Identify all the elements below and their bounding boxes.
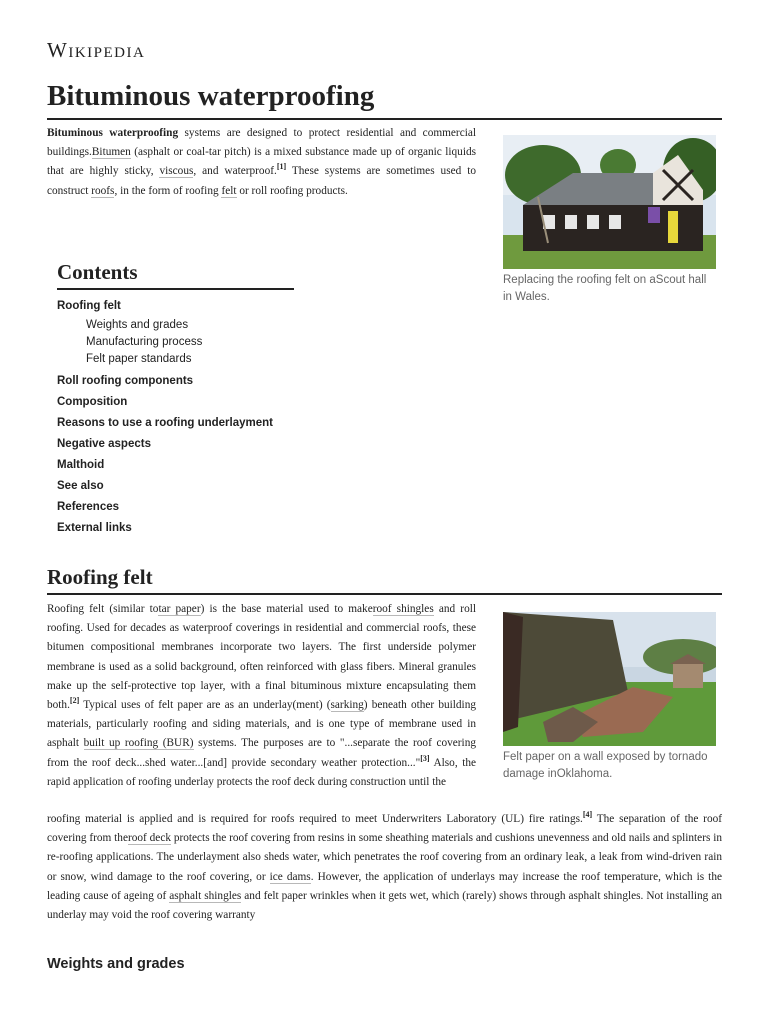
link-viscous[interactable]: viscous: [159, 165, 194, 178]
scout-hall-photo[interactable]: [503, 135, 716, 269]
figure-caption: Felt paper on a wall exposed by tornado damage inOklahoma.: [503, 751, 708, 780]
reference-2[interactable]: [2]: [69, 696, 80, 706]
paragraph-text: Also, the rapid application of roofing underlay protects the roof deck during construction until the: [47, 756, 476, 788]
link-roof-deck[interactable]: roof deck: [127, 832, 171, 845]
paragraph-text: The separation of the roof covering from the: [47, 813, 723, 845]
intro-text: systems are designed to protect residential and commercial buildings.: [47, 127, 476, 159]
toc-item[interactable]: External links: [57, 522, 132, 534]
intro-text: , in the form of roofing: [114, 184, 222, 197]
roofing-felt-paragraph-continued: [47, 810, 722, 925]
paragraph-text: and felt paper wrinkles when it gets wet, which (rarely) shows through asphalt shingles. Not installing an underlay may void the roof covering warranty: [47, 889, 722, 922]
toc-item[interactable]: Roofing felt: [57, 300, 121, 312]
section-heading: Roofing felt: [47, 563, 722, 595]
intro-text: , and waterproof.: [193, 165, 277, 178]
toc-item[interactable]: Reasons to use a roofing underlayment: [57, 417, 273, 429]
paragraph-text: protects the roof covering from resins in some sheathing materials and cushions unevenness and old nails and splinters in re-roofing applications. The underlayment also sheds water, which penetrates the roof covering from an ordinary leak, a leak from wind-driven rain or snow, wind damage to the roof covering, or: [47, 832, 722, 883]
intro-text: (asphalt or coal-tar pitch) is a mixed substance made up of organic liquids that are highly sticky,: [47, 146, 476, 178]
toc-item[interactable]: See also: [57, 480, 104, 492]
intro-term: Bituminous waterproofing: [47, 127, 179, 139]
toc-item[interactable]: Roll roofing components: [57, 375, 194, 387]
link-ice-dams[interactable]: ice dams: [269, 870, 311, 883]
scout-hall-image: [503, 135, 716, 269]
intro-paragraph: [47, 124, 476, 201]
link-asphalt-shingles[interactable]: asphalt shingles: [169, 889, 242, 902]
paragraph-text: Roofing felt (similar to: [47, 603, 159, 615]
paragraph-text: . However, the application of underlays may increase the roof temperature, which is the leading cause of ageing of: [47, 870, 722, 902]
intro-text: These systems are sometimes used to construct: [47, 165, 476, 197]
roofing-felt-paragraph: [47, 600, 476, 792]
toc-item[interactable]: References: [57, 501, 120, 513]
figure-scout-hall: [503, 135, 716, 306]
link-sarking[interactable]: sarking: [330, 699, 364, 712]
reference-4[interactable]: [4]: [582, 810, 593, 820]
table-of-contents: [57, 258, 297, 539]
link-roof-shingles[interactable]: roof shingles: [372, 603, 434, 615]
paragraph-text: ) beneath other building materials, particularly roofing and siding materials, and is one type of membrane used in asphalt: [47, 699, 476, 750]
subsection-heading: Weights and grades: [47, 956, 185, 972]
link-bitumen[interactable]: Bitumen: [91, 146, 131, 159]
toc-subitem[interactable]: Weights and grades: [86, 319, 189, 331]
paragraph-text: systems. The purposes are to "...separate the roof covering from the roof deck...shed water...[and] provide secondary weather protection...": [47, 737, 476, 769]
link-felt[interactable]: felt: [221, 184, 237, 197]
toc-heading: Contents: [57, 258, 294, 290]
link-built-up-roofing[interactable]: built up roofing (BUR): [83, 737, 194, 750]
link-roofs[interactable]: roofs: [91, 184, 115, 197]
paragraph-text: Typical uses of felt paper are as an underlay(ment) (: [79, 699, 331, 712]
link-tar-paper[interactable]: tar paper: [158, 603, 201, 615]
toc-subitem[interactable]: Manufacturing process: [86, 336, 203, 348]
tornado-damage-image: [503, 612, 716, 746]
tornado-damage-photo[interactable]: [503, 612, 716, 746]
paragraph-text: and roll roofing. Used for decades as waterproof coverings in residential and commercial roofs, these bitumen compositional membranes incorporate two layers. The first underside polymer membrane is used as a solid background, often reinforced with glass fibers. Mineral granules make up the self-protective top layer, with a final bituminous mixture encapsulating them both.: [47, 603, 476, 712]
toc-item[interactable]: Malthoid: [57, 459, 105, 471]
paragraph-text: ) is the base material used to make: [200, 603, 373, 615]
reference-1[interactable]: [1]: [276, 162, 287, 172]
toc-item[interactable]: Composition: [57, 396, 128, 408]
figure-caption: Replacing the roofing felt on aScout hall in Wales.: [503, 274, 707, 303]
wikipedia-logo[interactable]: Wikipedia: [47, 38, 146, 62]
figure-tornado-damage: [503, 612, 716, 783]
page-title: Bituminous waterproofing: [47, 76, 722, 120]
intro-text: or roll roofing products.: [236, 184, 348, 197]
paragraph-text: roofing material is applied and is required for roofs required to meet Underwriters Laboratory (UL) fire ratings.: [47, 813, 583, 825]
toc-subitem[interactable]: Felt paper standards: [86, 353, 192, 365]
reference-3[interactable]: [3]: [420, 753, 430, 763]
toc-item[interactable]: Negative aspects: [57, 438, 151, 450]
